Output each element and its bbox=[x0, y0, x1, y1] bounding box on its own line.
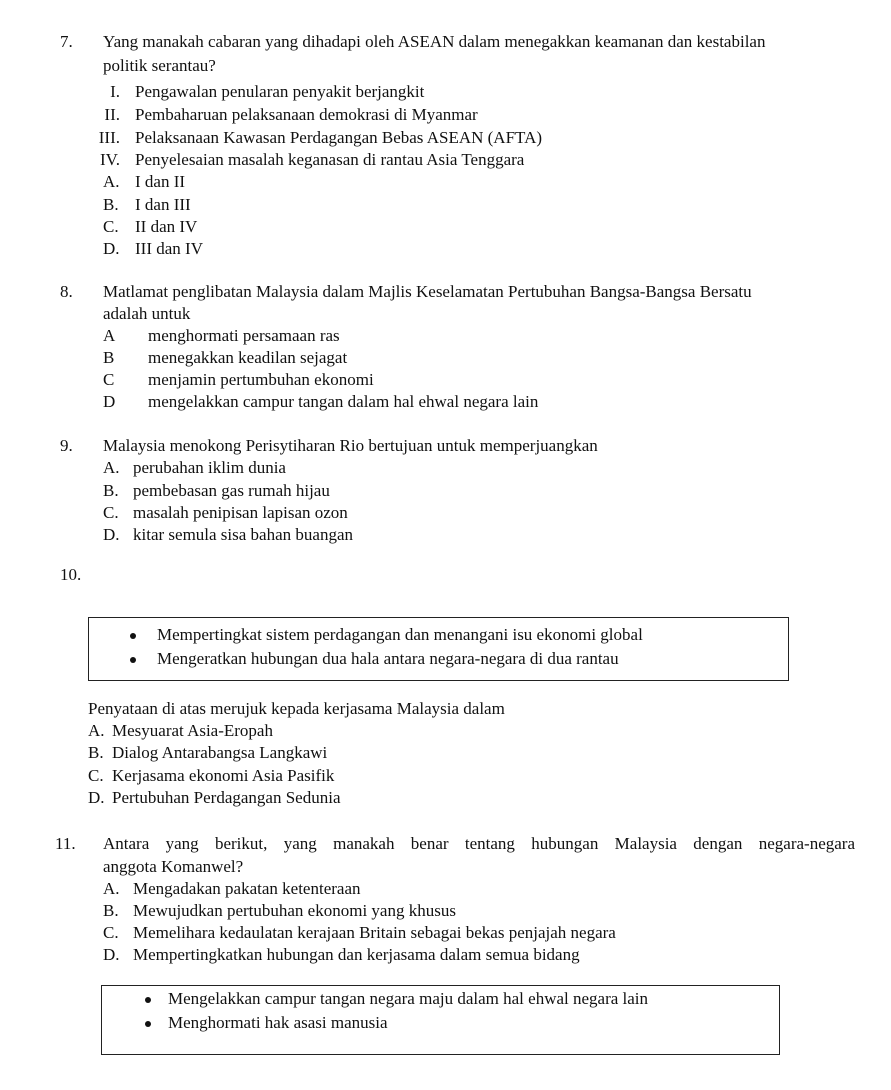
bullet-icon bbox=[145, 1021, 151, 1027]
option-letter: C. bbox=[103, 217, 119, 236]
option-letter: C. bbox=[103, 923, 119, 942]
option-letter: B. bbox=[88, 743, 104, 762]
option-letter: A bbox=[103, 326, 116, 345]
option-text: I dan III bbox=[135, 195, 191, 214]
bullet-icon bbox=[130, 633, 136, 639]
option-text: II dan IV bbox=[135, 217, 198, 236]
option-text: III dan IV bbox=[135, 239, 203, 258]
option-text: perubahan iklim dunia bbox=[133, 458, 286, 477]
question-stem: Yang manakah cabaran yang dihadapi oleh ASEAN dalam menegakkan keamanan dan kestabilan bbox=[103, 32, 766, 51]
question-number: 7. bbox=[60, 32, 73, 51]
item-text: Pelaksanaan Kawasan Perdagangan Bebas ASEAN (AFTA) bbox=[135, 128, 543, 147]
option-text: Memelihara kedaulatan kerajaan Britain sebagai bekas penjajah negara bbox=[133, 923, 616, 942]
option-letter: A. bbox=[103, 172, 120, 191]
item-numeral: I. bbox=[110, 82, 120, 101]
item-numeral: II. bbox=[104, 105, 120, 124]
statement-text: Mengeratkan hubungan dua hala antara negara-negara di dua rantau bbox=[157, 649, 619, 668]
option-text: Pertubuhan Perdagangan Sedunia bbox=[112, 788, 341, 807]
option-text: Mesyuarat Asia-Eropah bbox=[112, 721, 273, 740]
question-number: 9. bbox=[60, 436, 73, 455]
option-text: pembebasan gas rumah hijau bbox=[133, 481, 330, 500]
option-letter: D. bbox=[103, 945, 120, 964]
option-letter: D bbox=[103, 392, 116, 411]
option-letter: D. bbox=[88, 788, 105, 807]
item-numeral: III. bbox=[98, 128, 120, 147]
question-number: 8. bbox=[60, 282, 73, 301]
option-letter: D. bbox=[103, 239, 120, 258]
question-stem: Penyataan di atas merujuk kepada kerjasama Malaysia dalam bbox=[88, 699, 505, 718]
option-text: Mengadakan pakatan ketenteraan bbox=[133, 879, 361, 898]
statement-text: Mengelakkan campur tangan negara maju dalam hal ehwal negara lain bbox=[168, 989, 649, 1008]
item-text: Penyelesaian masalah keganasan di rantau Asia Tenggara bbox=[135, 150, 525, 169]
question-stem: adalah untuk bbox=[103, 304, 191, 323]
option-letter: C bbox=[103, 370, 115, 389]
question-number: 10. bbox=[60, 565, 82, 584]
question-stem: Matlamat penglibatan Malaysia dalam Majlis Keselamatan Pertubuhan Bangsa-Bangsa Bersatu bbox=[103, 282, 752, 301]
option-text: Dialog Antarabangsa Langkawi bbox=[112, 743, 328, 762]
bullet-icon bbox=[130, 657, 136, 663]
option-letter: B. bbox=[103, 901, 119, 920]
option-letter: A. bbox=[103, 879, 120, 898]
option-text: Kerjasama ekonomi Asia Pasifik bbox=[112, 766, 335, 785]
item-text: Pembaharuan pelaksanaan demokrasi di Myanmar bbox=[135, 105, 478, 124]
option-letter: C. bbox=[103, 503, 119, 522]
option-text: menjamin pertumbuhan ekonomi bbox=[148, 370, 374, 389]
option-text: Mempertingkatkan hubungan dan kerjasama dalam semua bidang bbox=[133, 945, 580, 964]
item-text: Pengawalan penularan penyakit berjangkit bbox=[135, 82, 425, 101]
item-numeral: IV. bbox=[100, 150, 120, 169]
option-text: mengelakkan campur tangan dalam hal ehwal negara lain bbox=[148, 392, 539, 411]
question-number: 11. bbox=[55, 834, 76, 853]
question-stem: politik serantau? bbox=[103, 56, 216, 75]
option-letter: B. bbox=[103, 481, 119, 500]
option-text: kitar semula sisa bahan buangan bbox=[133, 525, 353, 544]
statement-text: Menghormati hak asasi manusia bbox=[168, 1013, 388, 1032]
question-stem: anggota Komanwel? bbox=[103, 857, 244, 876]
option-letter: A. bbox=[103, 458, 120, 477]
question-stem: Malaysia menokong Perisytiharan Rio bertujuan untuk memperjuangkan bbox=[103, 436, 598, 455]
option-text: menegakkan keadilan sejagat bbox=[148, 348, 348, 367]
option-text: masalah penipisan lapisan ozon bbox=[133, 503, 348, 522]
question-stem: Antara yang berikut, yang manakah benar tentang hubungan Malaysia dengan negara-negara bbox=[103, 834, 855, 853]
bullet-icon bbox=[145, 997, 151, 1003]
option-text: menghormati persamaan ras bbox=[148, 326, 340, 345]
option-letter: D. bbox=[103, 525, 120, 544]
option-letter: A. bbox=[88, 721, 105, 740]
statement-text: Mempertingkat sistem perdagangan dan menangani isu ekonomi global bbox=[157, 625, 643, 644]
option-text: Mewujudkan pertubuhan ekonomi yang khusus bbox=[133, 901, 456, 920]
option-letter: C. bbox=[88, 766, 104, 785]
option-text: I dan II bbox=[135, 172, 186, 191]
option-letter: B. bbox=[103, 195, 119, 214]
option-letter: B bbox=[103, 348, 115, 367]
